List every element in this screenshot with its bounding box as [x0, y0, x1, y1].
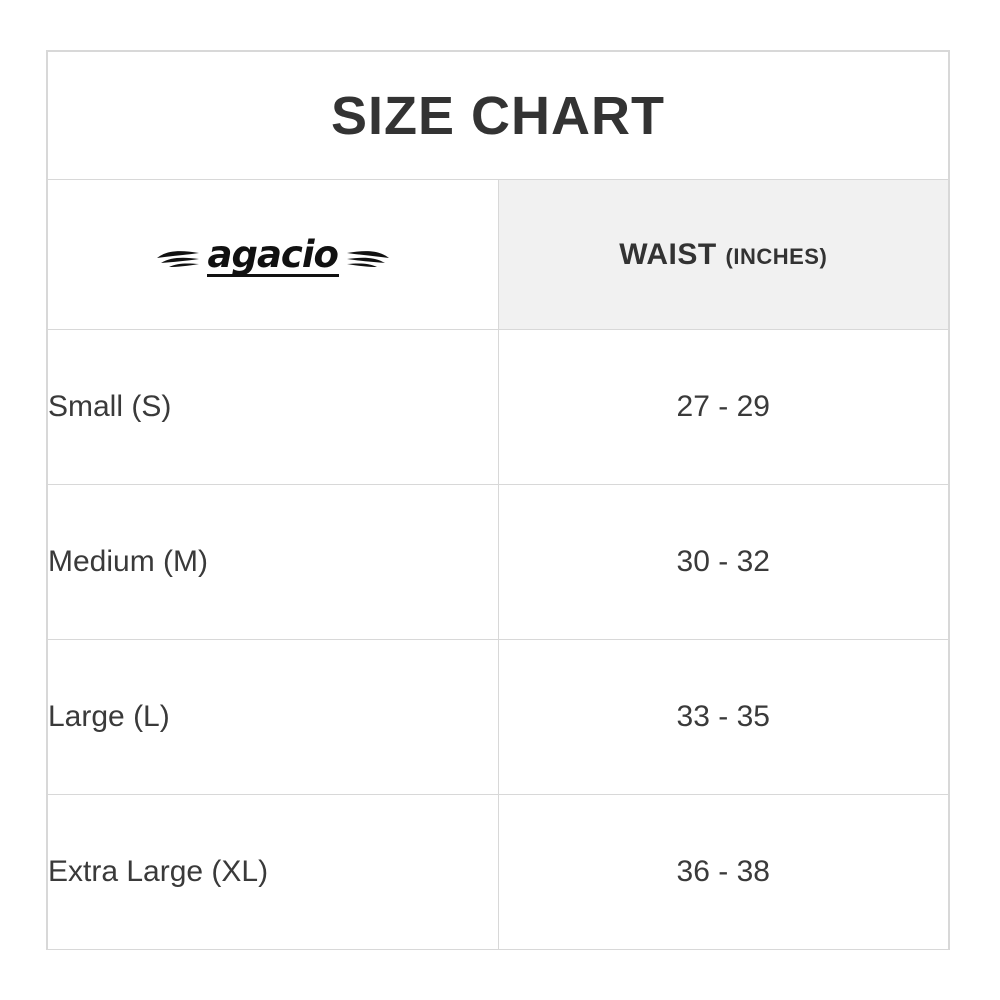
wing-left-icon — [155, 244, 203, 270]
size-label: Large (L) — [48, 640, 499, 795]
table-row — [48, 330, 949, 485]
table-row — [48, 640, 949, 795]
waist-value: 36 - 38 — [498, 795, 949, 950]
waist-value: 30 - 32 — [498, 485, 949, 640]
waist-header-cell — [498, 180, 949, 330]
chart-title-cell — [48, 52, 949, 180]
size-label: Small (S) — [48, 330, 499, 485]
wing-right-icon — [343, 244, 391, 270]
brand-logo-cell — [48, 180, 499, 330]
size-label: Extra Large (XL) — [48, 795, 499, 950]
table-row — [48, 485, 949, 640]
size-chart-table — [47, 51, 949, 950]
agacio-logo — [155, 232, 391, 278]
size-chart-container — [46, 50, 950, 950]
title-row — [48, 52, 949, 180]
table-header-row — [48, 180, 949, 330]
waist-value: 27 - 29 — [498, 330, 949, 485]
page-title: SIZE CHART — [331, 85, 665, 146]
table-row — [48, 795, 949, 950]
waist-header-unit: (INCHES) — [725, 243, 828, 269]
waist-value: 33 - 35 — [498, 640, 949, 795]
waist-header-label: WAIST — [619, 237, 717, 271]
size-label: Medium (M) — [48, 485, 499, 640]
brand-name: agacio — [207, 232, 338, 276]
